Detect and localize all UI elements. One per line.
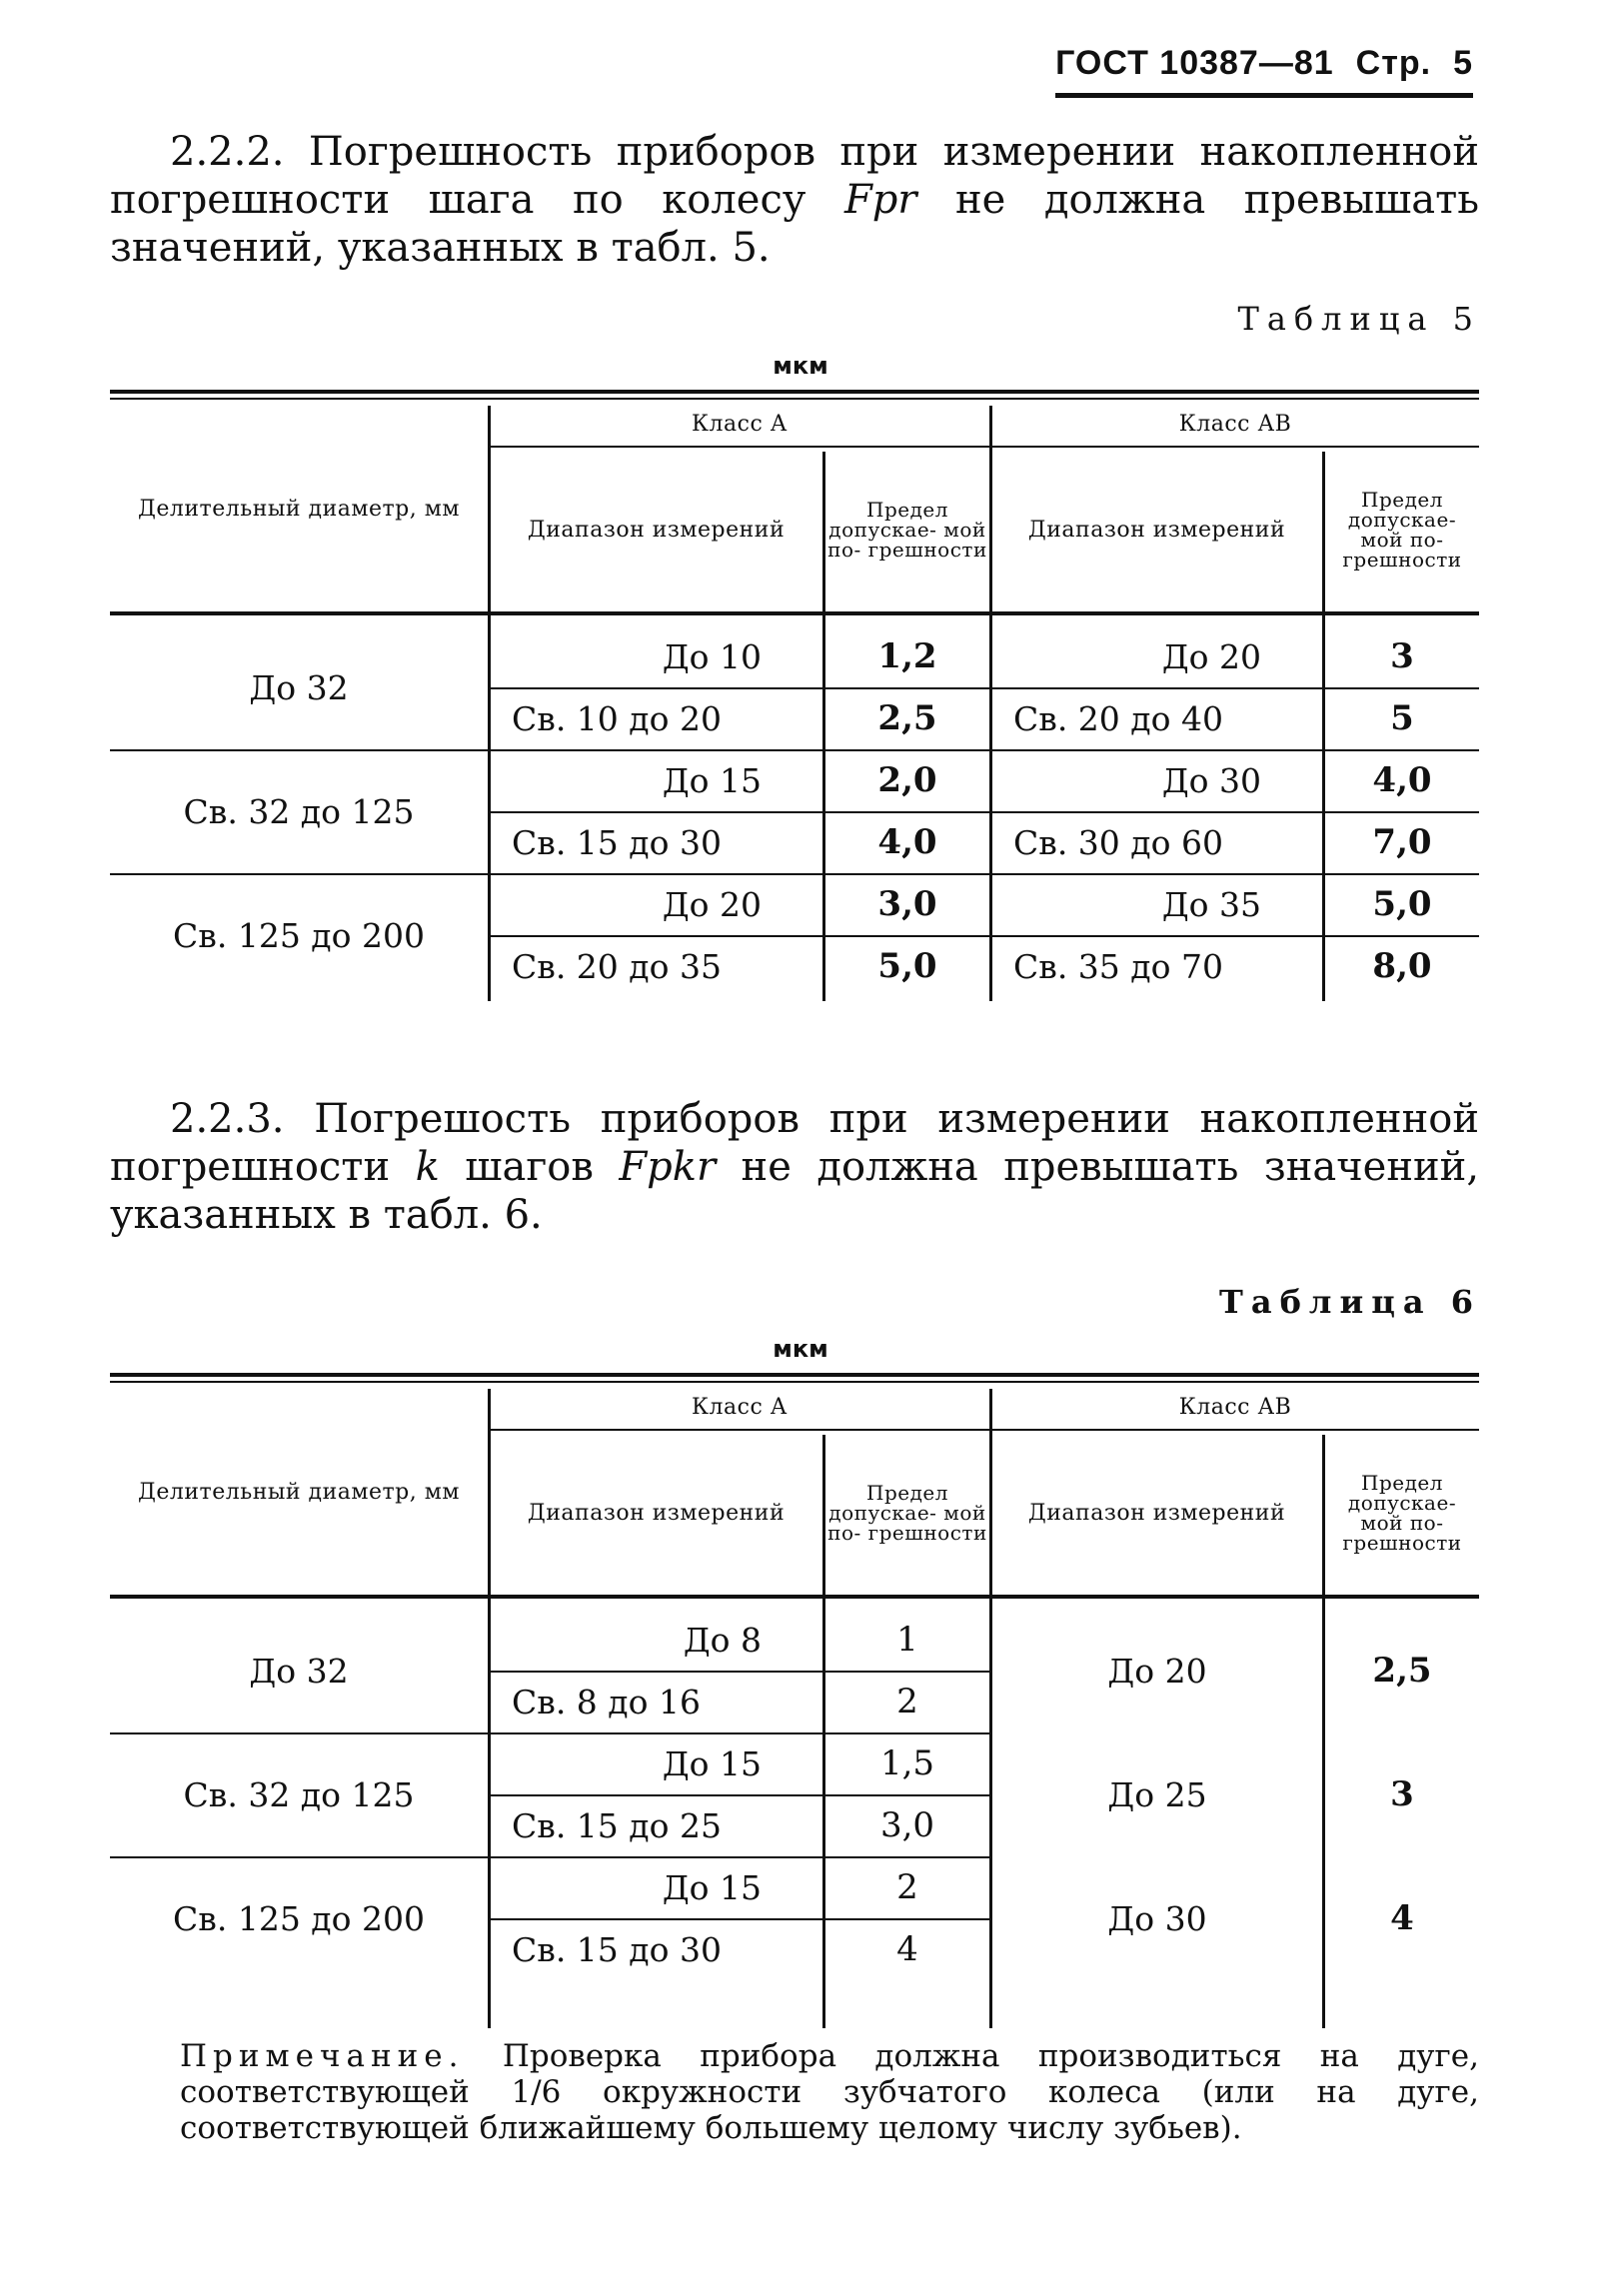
table5-a-range: Св. 10 до 20 [512, 698, 722, 738]
note-text-a: Проверка прибора должна производиться на дуге, соответствующей [180, 2038, 1479, 2110]
table6-diameter: Св. 32 до 125 [183, 1774, 415, 1814]
table6-caption: Таблица 6 [1219, 1283, 1481, 1321]
table5-a-limit: 2,5 [877, 698, 937, 738]
table6-ab-range: До 25 [1107, 1774, 1207, 1814]
table5-units: мкм [773, 352, 828, 380]
table5-ab-range: Св. 30 до 60 [1013, 822, 1223, 862]
paragraph-2-2-3 [110, 1095, 1479, 1239]
table6-units: мкм [773, 1335, 828, 1363]
table5-a-range: Св. 20 до 35 [512, 946, 722, 986]
table6-ab-limit: 2,5 [1372, 1651, 1432, 1691]
table6-a-limit: 4 [896, 1929, 918, 1969]
page-header [1055, 44, 1473, 98]
table5-ab-range: Св. 35 до 70 [1013, 946, 1223, 986]
table5-ab-range: До 20 [1161, 636, 1261, 676]
table5-ab-range: До 30 [1161, 760, 1261, 800]
paragraph-lead: 2.2.3. Погрешость приборов при измерении накопленной погрешности [110, 1096, 1479, 1190]
table6 [110, 1373, 1479, 2032]
table5-ab-limit: 3 [1390, 636, 1414, 676]
table5-ab-range-header: Диапазон измерений [1027, 517, 1286, 543]
symbol-fpr: Fpr [843, 177, 917, 223]
table6-a-range: До 8 [683, 1620, 762, 1660]
table6-ab-range-header: Диапазон измерений [1027, 1500, 1286, 1526]
symbol-k: k [415, 1144, 440, 1190]
table6-ab-limit-header: Предел допускае- мой по- грешности [1342, 1471, 1462, 1555]
table5-ab-limit: 7,0 [1372, 822, 1432, 862]
table5-a-range: До 20 [662, 884, 762, 924]
table6-a-limit: 2 [896, 1867, 918, 1907]
table5-ab-range: До 35 [1161, 884, 1261, 924]
table6-a-limit: 1,5 [879, 1743, 935, 1783]
table6-a-range: Св. 15 до 30 [512, 1929, 722, 1969]
note-text-b: окружности зубчатого колеса (или на дуге, соответствующей ближайшему большему целому числу зубьев). [180, 2074, 1479, 2146]
table5-diameter: До 32 [249, 667, 349, 707]
table5-a-limit: 5,0 [877, 946, 937, 986]
table6-diameter: До 32 [249, 1651, 349, 1691]
paragraph-2-2-2 [110, 128, 1479, 272]
table6-note [180, 2038, 1479, 2146]
symbol-fpkr: Fpkr [619, 1144, 717, 1190]
table5-a-range: До 10 [662, 636, 762, 676]
table6-ab-range: До 30 [1107, 1898, 1207, 1938]
table6-class-ab: Класс АВ [1178, 1394, 1292, 1420]
paragraph-lead: 2.2.2. Погрешность приборов при измерении накопленной погрешности шага по колесу [110, 129, 1479, 223]
table5-ab-limit: 8,0 [1372, 946, 1432, 986]
table6-a-limit-header: Предел допускае- мой по- грешности [827, 1481, 987, 1545]
table5-a-limit: 1,2 [877, 636, 937, 676]
note-fraction: 1/6 [511, 2074, 562, 2110]
table5-ab-limit-header: Предел допускае- мой по- грешности [1342, 488, 1462, 572]
standard-number: ГОСТ 10387—81 [1055, 44, 1334, 82]
paragraph-tail: не должна превышать значений, указанных в табл. 6. [110, 1144, 1480, 1238]
page-number: 5 [1453, 44, 1473, 82]
table5-a-range: Св. 15 до 30 [512, 822, 722, 862]
table5-caption: Таблица 5 [1237, 300, 1481, 338]
table6-a-range: До 15 [662, 1867, 762, 1907]
table5-ab-limit: 4,0 [1372, 760, 1432, 800]
table6-a-range: Св. 15 до 25 [512, 1805, 722, 1845]
table5-col-diameter: Делительный диаметр, мм [138, 496, 460, 522]
table5-a-limit: 4,0 [877, 822, 937, 862]
table6-a-range-header: Диапазон измерений [527, 1500, 786, 1526]
paragraph-mid: шагов [465, 1144, 594, 1190]
table5-ab-range: Св. 20 до 40 [1013, 698, 1223, 738]
table6-ab-limit: 3 [1390, 1774, 1414, 1814]
table6-a-limit: 2 [896, 1682, 918, 1722]
table5-a-limit: 3,0 [877, 884, 937, 924]
table5-diameter: Св. 125 до 200 [173, 915, 425, 955]
table5-ab-limit: 5,0 [1372, 884, 1432, 924]
table5-diameter: Св. 32 до 125 [183, 791, 415, 831]
note-label: Примечание. [180, 2038, 465, 2074]
table6-ab-range: До 20 [1107, 1651, 1207, 1691]
paragraph-tail: не должна превышать значений, указанных в табл. 5. [110, 177, 1480, 271]
table5-a-limit: 2,0 [877, 760, 937, 800]
table5-a-range: До 15 [662, 760, 762, 800]
table5-a-range-header: Диапазон измерений [527, 517, 786, 543]
table5-class-ab: Класс АВ [1178, 411, 1292, 437]
table5-class-a: Класс А [692, 411, 788, 437]
page-label: Стр. [1355, 44, 1432, 82]
table6-diameter: Св. 125 до 200 [173, 1898, 425, 1938]
table6-a-limit: 3,0 [879, 1805, 935, 1845]
table6-a-range: Св. 8 до 16 [512, 1682, 701, 1722]
table6-col-diameter: Делительный диаметр, мм [138, 1479, 460, 1505]
table5-a-limit-header: Предел допускае- мой по- грешности [827, 498, 987, 562]
table6-class-a: Класс А [692, 1394, 788, 1420]
table6-ab-limit: 4 [1390, 1898, 1414, 1938]
table6-a-limit: 1 [896, 1620, 918, 1660]
table5-ab-limit: 5 [1390, 698, 1414, 738]
table6-a-range: До 15 [662, 1743, 762, 1783]
table5 [110, 390, 1479, 1049]
